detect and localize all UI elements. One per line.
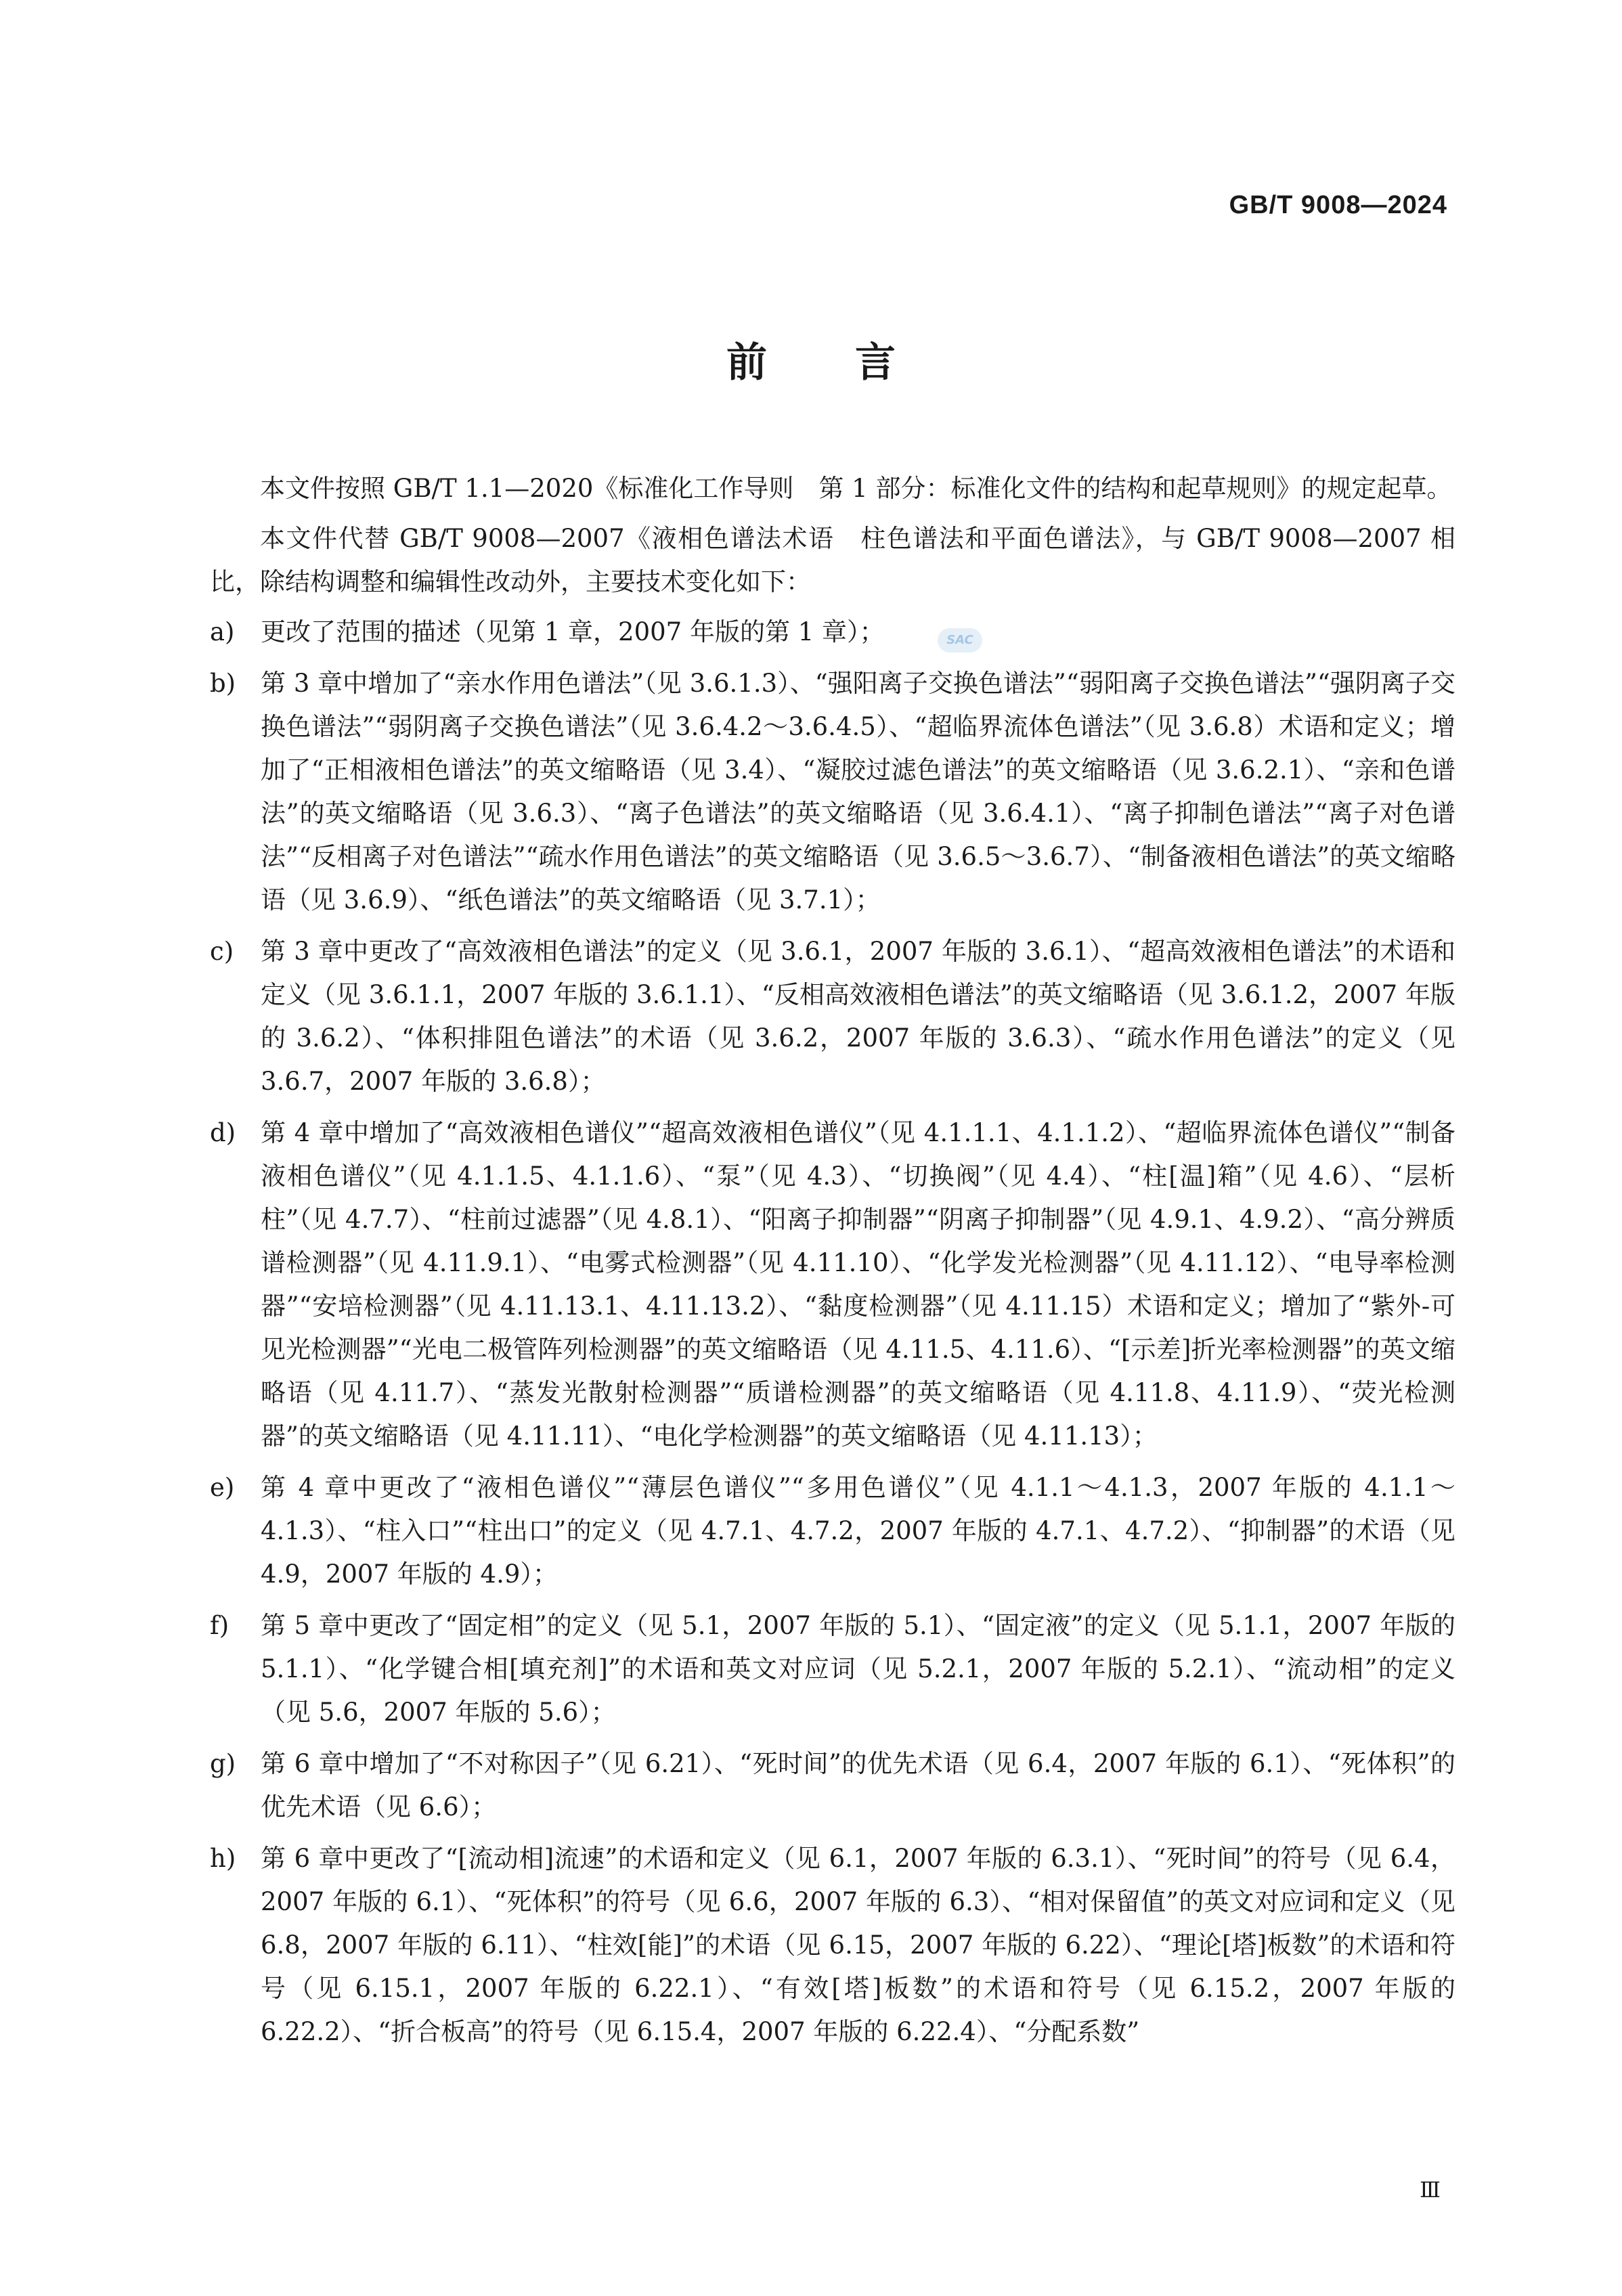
list-item (210, 611, 1455, 654)
document-body (210, 467, 1455, 2062)
list-item (210, 1111, 1455, 1458)
list-item (210, 662, 1455, 922)
list-item-text: 第 3 章中更改了“高效液相色谱法”的定义（见 3.6.1，2007 年版的 3.6.1）、“超高效液相色谱法”的术语和定义（见 3.6.1.1，2007 年版的 3.6.1.1）、“反相高效液相色谱法”的英文缩略语（见 3.6.1.2，2007 年版的 3.6.2）、“体积排阻色谱法”的术语（见 3.6.2，2007 年版的 3.6.3）、“疏水作用色谱法”的定义（见 3.6.7，2007 年版的 3.6.8）； (261, 937, 1455, 1096)
list-marker: c) (210, 937, 234, 966)
list-item-text: 第 4 章中增加了“高效液相色谱仪”“超高效液相色谱仪”（见 4.1.1.1、4.1.1.2）、“超临界流体色谱仪”“制备液相色谱仪”（见 4.1.1.5、4.1.1.6）、“泵”（见 4.3）、“切换阀”（见 4.4）、“柱[温]箱”（见 4.6）、“层析柱”（见 4.7.7）、“柱前过滤器”（见 4.8.1）、“阳离子抑制器”“阴离子抑制器”（见 4.9.1、4.9.2）、“高分辨质谱检测器”（见 4.11.9.1）、“电雾式检测器”（见 4.11.10）、“化学发光检测器”（见 4.11.12）、“电导率检测器”“安培检测器”（见 4.11.13.1、4.11.13.2）、“黏度检测器”（见 4.11.15）术语和定义；增加了“紫外-可见光检测器”“光电二极管阵列检测器”的英文缩略语（见 4.11.5、4.11.6）、“[示差]折光率检测器”的英文缩略语（见 4.11.7）、“蒸发光散射检测器”“质谱检测器”的英文缩略语（见 4.11.8、4.11.9）、“荧光检测器”的英文缩略语（见 4.11.11）、“电化学检测器”的英文缩略语（见 4.11.13）； (261, 1118, 1455, 1451)
page-title: 前言 (726, 339, 984, 387)
list-item (210, 1466, 1455, 1596)
list-marker: d) (210, 1118, 236, 1147)
standard-code: GB/T 9008—2024 (1229, 191, 1447, 219)
list-item (210, 930, 1455, 1103)
list-item-text: 第 6 章中增加了“不对称因子”（见 6.21）、“死时间”的优先术语（见 6.4，2007 年版的 6.1）、“死体积”的优先术语（见 6.6）； (261, 1749, 1455, 1822)
list-item (210, 1837, 1455, 2054)
list-marker: f) (210, 1611, 229, 1640)
list-item (210, 1604, 1455, 1734)
list-marker: b) (210, 669, 236, 698)
list-marker: e) (210, 1473, 235, 1502)
intro-paragraph: 本文件按照 GB/T 1.1—2020《标准化工作导则 第 1 部分：标准化文件的结构和起草规则》的规定起草。 (260, 474, 1452, 503)
list-item-text: 第 3 章中增加了“亲水作用色谱法”（见 3.6.1.3）、“强阳离子交换色谱法”“弱阳离子交换色谱法”“强阴离子交换色谱法”“弱阴离子交换色谱法”（见 3.6.4.2～3.6.4.5）、“超临界流体色谱法”（见 3.6.8）术语和定义；增加了“正相液相色谱法”的英文缩略语（见 3.4）、“凝胶过滤色谱法”的英文缩略语（见 3.6.2.1）、“亲和色谱法”的英文缩略语（见 3.6.3）、“离子色谱法”的英文缩略语（见 3.6.4.1）、“离子抑制色谱法”“离子对色谱法”“反相离子对色谱法”“疏水作用色谱法”的英文缩略语（见 3.6.5～3.6.7）、“制备液相色谱法”的英文缩略语（见 3.6.9）、“纸色谱法”的英文缩略语（见 3.7.1）； (261, 669, 1455, 914)
page-number: Ⅲ (1420, 2177, 1441, 2203)
replacement-paragraph: 本文件代替 GB/T 9008—2007《液相色谱法术语 柱色谱法和平面色谱法》，与 GB/T 9008—2007 相比，除结构调整和编辑性改动外，主要技术变化如下： (210, 524, 1455, 596)
list-item-text: 第 4 章中更改了“液相色谱仪”“薄层色谱仪”“多用色谱仪”（见 4.1.1～4.1.3，2007 年版的 4.1.1～4.1.3）、“柱入口”“柱出口”的定义（见 4.7.1、4.7.2，2007 年版的 4.7.1、4.7.2）、“抑制器”的术语（见 4.9，2007 年版的 4.9）； (261, 1473, 1455, 1589)
sac-watermark: SAC (938, 628, 982, 653)
list-marker: h) (210, 1844, 236, 1873)
list-item (210, 1742, 1455, 1829)
list-item-text: 第 6 章中更改了“[流动相]流速”的术语和定义（见 6.1，2007 年版的 6.3.1）、“死时间”的符号（见 6.4，2007 年版的 6.1）、“死体积”的符号（见 6.6，2007 年版的 6.3）、“相对保留值”的英文对应词和定义（见 6.8，2007 年版的 6.11）、“柱效[能]”的术语（见 6.15，2007 年版的 6.22）、“理论[塔]板数”的术语和符号（见 6.15.1，2007 年版的 6.22.1）、“有效[塔]板数”的术语和符号（见 6.15.2，2007 年版的 6.22.2）、“折合板高”的符号（见 6.15.4，2007 年版的 6.22.4）、“分配系数” (261, 1844, 1455, 2046)
list-marker: g) (210, 1749, 236, 1778)
list-marker: a) (210, 617, 235, 646)
list-item-text: 更改了范围的描述（见第 1 章，2007 年版的第 1 章）； (261, 617, 885, 646)
list-item-text: 第 5 章中更改了“固定相”的定义（见 5.1，2007 年版的 5.1）、“固定液”的定义（见 5.1.1，2007 年版的 5.1.1）、“化学键合相[填充剂]”的术语和英文对应词（见 5.2.1，2007 年版的 5.2.1）、“流动相”的定义（见 5.6，2007 年版的 5.6）； (261, 1611, 1455, 1727)
